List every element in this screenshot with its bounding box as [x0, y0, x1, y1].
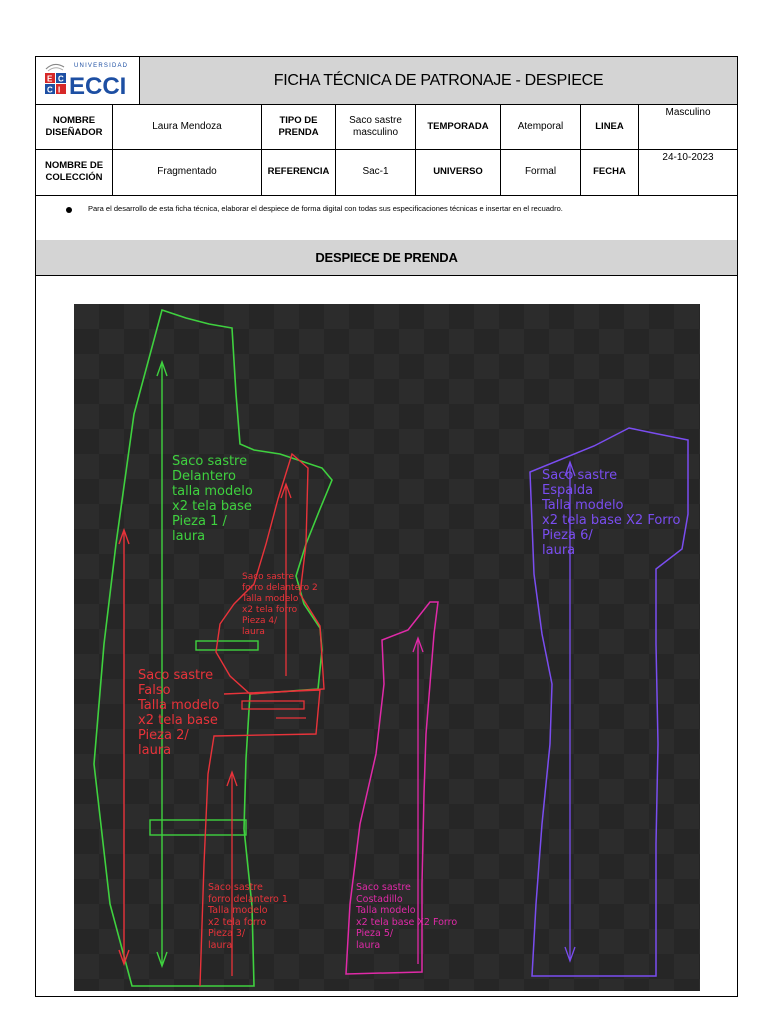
designer-value: Laura Mendoza [113, 104, 262, 149]
piece-3-label: Saco sastre forro delantero 1 Talla modelo x2 tela forro Pieza 3/ laura [208, 882, 288, 951]
line-value: Masculino [665, 107, 711, 118]
piece-2-label: Saco sastre Falso Talla modelo x2 tela base Pieza 2/ laura [138, 668, 220, 758]
ecci-logo-icon [36, 57, 139, 104]
section-title: DESPIECE DE PRENDA [36, 240, 737, 276]
svg-text:E: E [47, 74, 53, 84]
piece-1-label: Saco sastre Delantero talla modelo x2 tela base Pieza 1 / laura [172, 454, 253, 544]
sheet-title: FICHA TÉCNICA DE PATRONAJE - DESPIECE [140, 57, 737, 104]
collection-label: NOMBRE DE COLECCIÓN [36, 149, 113, 195]
piece-5-label: Saco sastre Costadillo Talla modelo x2 tela base X2 Forro Pieza 5/ laura [356, 882, 458, 951]
garment-type-value: Saco sastre masculino [336, 104, 416, 149]
collection-value: Fragmentado [113, 149, 262, 195]
svg-text:C: C [58, 74, 64, 84]
piece-1-pocket [196, 641, 258, 650]
info-row-2 [36, 149, 737, 196]
pattern-layout-image [74, 304, 700, 991]
garment-type-label: TIPO DE PRENDA [262, 104, 336, 149]
reference-label: REFERENCIA [262, 149, 336, 195]
bullet-icon [66, 207, 72, 213]
sheet-header [36, 57, 737, 105]
date-label: FECHA [581, 149, 639, 195]
svg-text:I: I [58, 85, 61, 95]
instruction-note [36, 195, 737, 241]
reference-value: Sac-1 [336, 149, 416, 195]
piece-6-label: Saco sastre Espalda Talla modelo x2 tela base X2 Forro Pieza 6/ laura [542, 468, 681, 558]
brand-name: ECCI [69, 73, 127, 100]
season-value: Atemporal [501, 104, 581, 149]
universe-label: UNIVERSO [416, 149, 501, 195]
university-word: UNIVERSIDAD [74, 63, 129, 69]
piece-4-label: Saco sastre forro delantero 2 Talla modelo x2 tela forro Pieza 4/ laura [242, 572, 318, 637]
line-label: LINEA [581, 104, 639, 149]
designer-label: NOMBRE DISEÑADOR [36, 104, 113, 149]
universe-value: Formal [501, 149, 581, 195]
instruction-text: Para el desarrollo de esta ficha técnica, elaborar el despiece de forma digital con todas sus especificaciones técnicas e insertar en el recuadro. [88, 204, 563, 213]
date-value: 24-10-2023 [662, 152, 714, 163]
university-logo [36, 57, 140, 104]
piece-4-pocket [242, 701, 304, 709]
info-row-1 [36, 104, 737, 150]
season-label: TEMPORADA [416, 104, 501, 149]
svg-text:C: C [47, 85, 53, 95]
